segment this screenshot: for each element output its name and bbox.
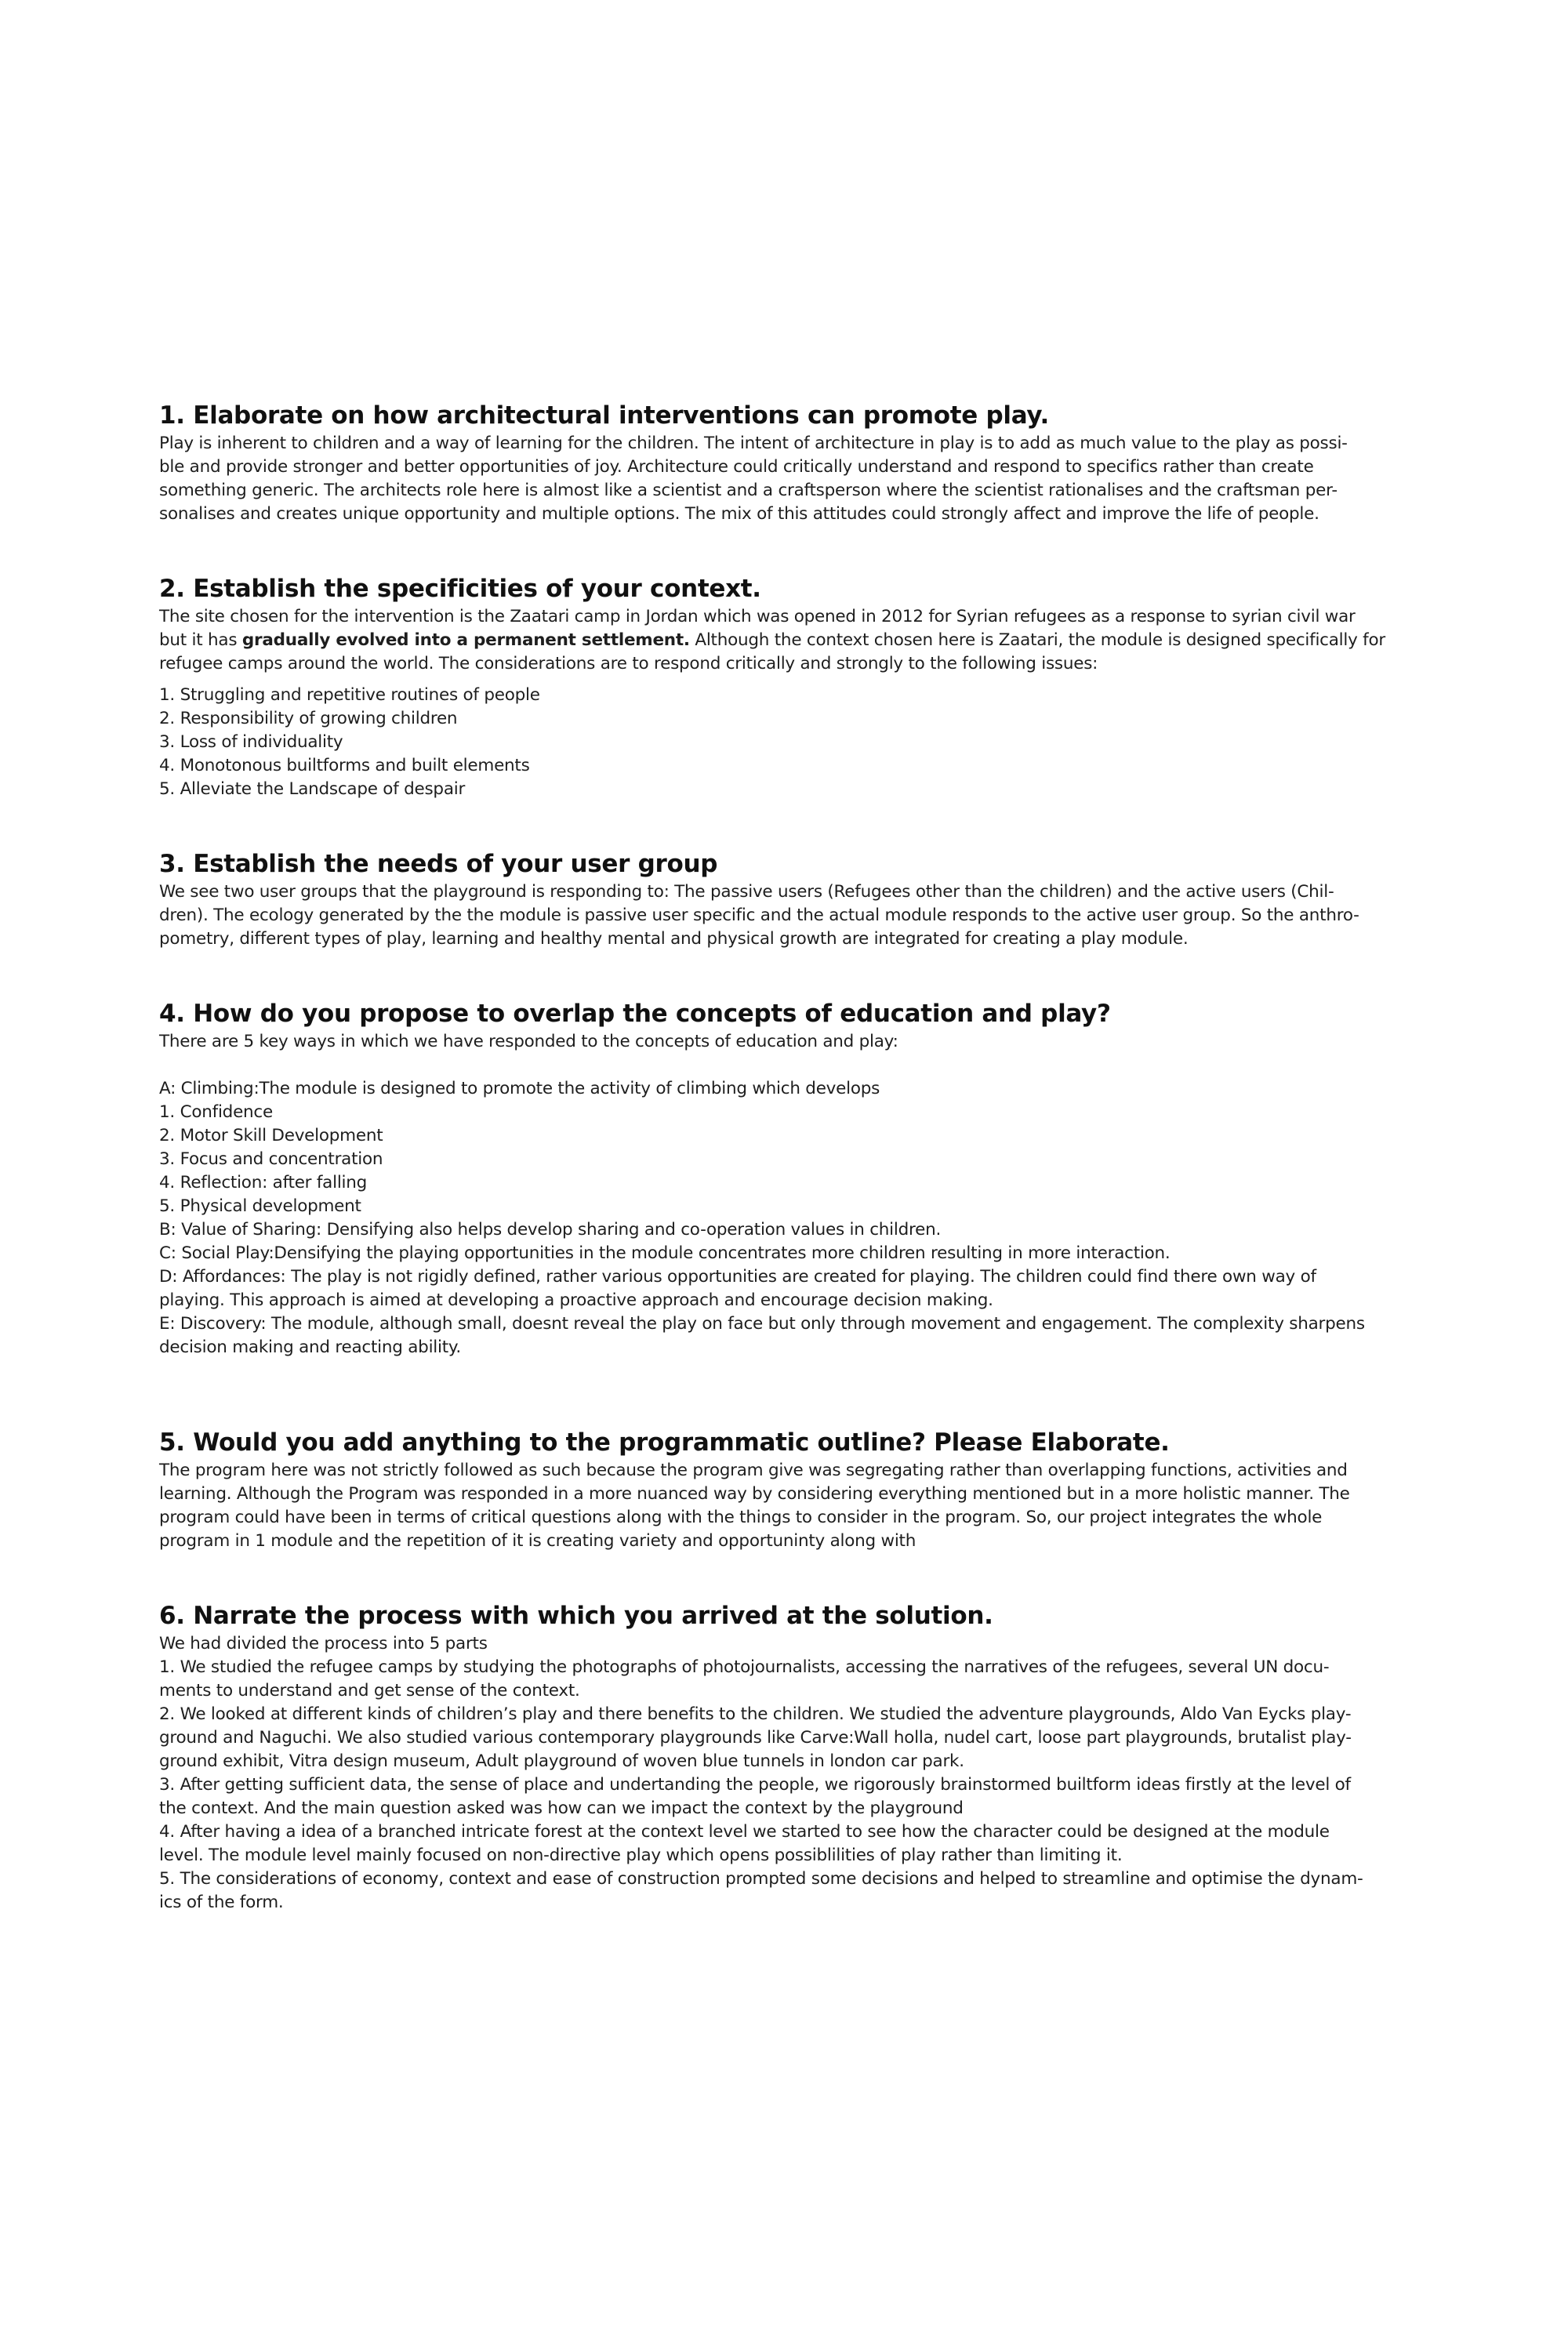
text-line: program in 1 module and the repetition of it is creating variety and opportuninty along with	[159, 1531, 916, 1551]
text-line: ground and Naguchi. We also studied various contemporary playgrounds like Carve:Wall holla, nudel cart, loose part playgrounds, brutalist play-	[159, 1728, 1352, 1748]
section-6	[159, 1602, 1414, 1915]
list-item: 1. Confidence	[159, 1102, 273, 1122]
list-item: A: Climbing:The module is designed to promote the activity of climbing which develops	[159, 1079, 880, 1098]
section-3	[159, 850, 1414, 951]
list-item: 1. Struggling and repetitive routines of people	[159, 685, 540, 705]
text-line: The site chosen for the intervention is the Zaatari camp in Jordan which was opened in 2012 for Syrian refugees as a response to syrian civil war	[159, 607, 1356, 626]
text-line: 2. We looked at different kinds of children’s play and there benefits to the children. We studied the adventure playgrounds, Aldo Van Eycks play-	[159, 1704, 1352, 1724]
text-line: learning. Although the Program was responded in a more nuanced way by considering everything mentioned but in a more holistic manner. The	[159, 1484, 1350, 1504]
text-line-with-bold	[159, 629, 1414, 652]
list-item: 2. Responsibility of growing children	[159, 709, 458, 728]
list-item: 3. Loss of individuality	[159, 732, 343, 752]
issues-list	[159, 684, 1414, 801]
spacer	[159, 1359, 1414, 1428]
section-1-body	[159, 432, 1414, 526]
section-5-heading: 5. Would you add anything to the programmatic outline? Please Elaborate.	[159, 1428, 1170, 1457]
document-page	[159, 401, 1414, 1915]
spacer	[159, 1553, 1414, 1602]
list-item: playing. This approach is aimed at developing a proactive approach and encourage decision making.	[159, 1290, 993, 1310]
list-item: 5. Physical development	[159, 1196, 361, 1216]
text-line: We see two user groups that the playground is responding to: The passive users (Refugees other than the children) and the active users (Chil-	[159, 882, 1334, 902]
spacer	[159, 951, 1414, 1000]
spacer	[159, 801, 1414, 850]
spacer	[159, 1054, 1414, 1077]
spacer	[159, 526, 1414, 575]
section-5-body	[159, 1459, 1414, 1553]
section-4	[159, 1000, 1414, 1359]
text-line: level. The module level mainly focused on non-directive play which opens possiblilities of play rather than limiting it.	[159, 1846, 1123, 1865]
text-line: refugee camps around the world. The considerations are to respond critically and strongly to the following issues:	[159, 654, 1098, 673]
text-line: ble and provide stronger and better opportunities of joy. Architecture could critically understand and respond to specifics rather than create	[159, 457, 1314, 477]
list-item: B: Value of Sharing: Densifying also helps develop sharing and co-operation values in children.	[159, 1220, 942, 1240]
text-line: Play is inherent to children and a way of learning for the children. The intent of architecture in play is to add as much value to the play as possi-	[159, 434, 1348, 453]
text-line: 5. The considerations of economy, context and ease of construction prompted some decisions and helped to streamline and optimise the dynam-	[159, 1869, 1363, 1889]
section-4-body	[159, 1077, 1414, 1359]
text-line: something generic. The architects role here is almost like a scientist and a craftsperson where the scientist rationalises and the craftsman per-	[159, 481, 1338, 500]
section-6-heading: 6. Narrate the process with which you arrived at the solution.	[159, 1602, 993, 1630]
text-line: the context. And the main question asked was how can we impact the context by the playground	[159, 1798, 964, 1818]
list-item: 3. Focus and concentration	[159, 1149, 383, 1169]
text-line: We had divided the process into 5 parts	[159, 1634, 488, 1653]
list-item: decision making and reacting ability.	[159, 1338, 461, 1357]
list-item: 4. Reflection: after falling	[159, 1173, 368, 1192]
text-line: 3. After getting sufficient data, the sense of place and undertanding the people, we rigorously brainstormed builtform ideas firstly at the level of	[159, 1775, 1351, 1795]
section-2	[159, 575, 1414, 801]
text-line: There are 5 key ways in which we have responded to the concepts of education and play:	[159, 1032, 898, 1051]
list-item: D: Affordances: The play is not rigidly defined, rather various opportunities are created for playing. The children could find there own way of	[159, 1267, 1316, 1287]
text-line: 4. After having a idea of a branched intricate forest at the context level we started to see how the character could be designed at the module	[159, 1822, 1330, 1842]
list-item: 4. Monotonous builtforms and built elements	[159, 756, 530, 775]
text-line: dren). The ecology generated by the the module is passive user specific and the actual module responds to the active user group. So the anthro-	[159, 906, 1359, 925]
list-item: 2. Motor Skill Development	[159, 1126, 383, 1145]
text-line: The program here was not strictly followed as such because the program give was segregating rather than overlapping functions, activities and	[159, 1461, 1348, 1480]
section-2-body	[159, 605, 1414, 676]
text-line: 1. We studied the refugee camps by studying the photographs of photojournalists, accessing the narratives of the refugees, several UN docu-	[159, 1657, 1330, 1677]
text-run: but it has	[159, 630, 242, 650]
list-item: E: Discovery: The module, although small, doesnt reveal the play on face but only through movement and engagement. The complexity sharpens	[159, 1314, 1365, 1334]
text-line: pometry, different types of play, learning and healthy mental and physical growth are integrated for creating a play module.	[159, 929, 1189, 949]
text-line: ics of the form.	[159, 1893, 284, 1912]
section-1-heading: 1. Elaborate on how architectural interventions can promote play.	[159, 401, 1049, 430]
section-3-body	[159, 880, 1414, 951]
section-3-heading: 3. Establish the needs of your user group	[159, 850, 718, 878]
section-6-body	[159, 1632, 1414, 1915]
section-1	[159, 401, 1414, 526]
text-line: program could have been in terms of critical questions along with the things to consider in the program. So, our project integrates the whole	[159, 1508, 1323, 1527]
text-line: ground exhibit, Vitra design museum, Adult playground of woven blue tunnels in london car park.	[159, 1751, 964, 1771]
section-4-heading: 4. How do you propose to overlap the concepts of education and play?	[159, 1000, 1111, 1028]
section-4-intro	[159, 1030, 1414, 1054]
section-5	[159, 1428, 1414, 1553]
text-line: ments to understand and get sense of the context.	[159, 1681, 580, 1700]
list-item: 5. Alleviate the Landscape of despair	[159, 779, 466, 799]
section-2-heading: 2. Establish the specificities of your context.	[159, 575, 761, 603]
text-line: sonalises and creates unique opportunity and multiple options. The mix of this attitudes could strongly affect and improve the life of people.	[159, 504, 1319, 524]
list-item: C: Social Play:Densifying the playing opportunities in the module concentrates more children resulting in more interaction.	[159, 1243, 1171, 1263]
text-run: Although the context chosen here is Zaatari, the module is designed specifically for	[689, 630, 1385, 650]
bold-text-run: gradually evolved into a permanent settlement.	[241, 630, 690, 650]
